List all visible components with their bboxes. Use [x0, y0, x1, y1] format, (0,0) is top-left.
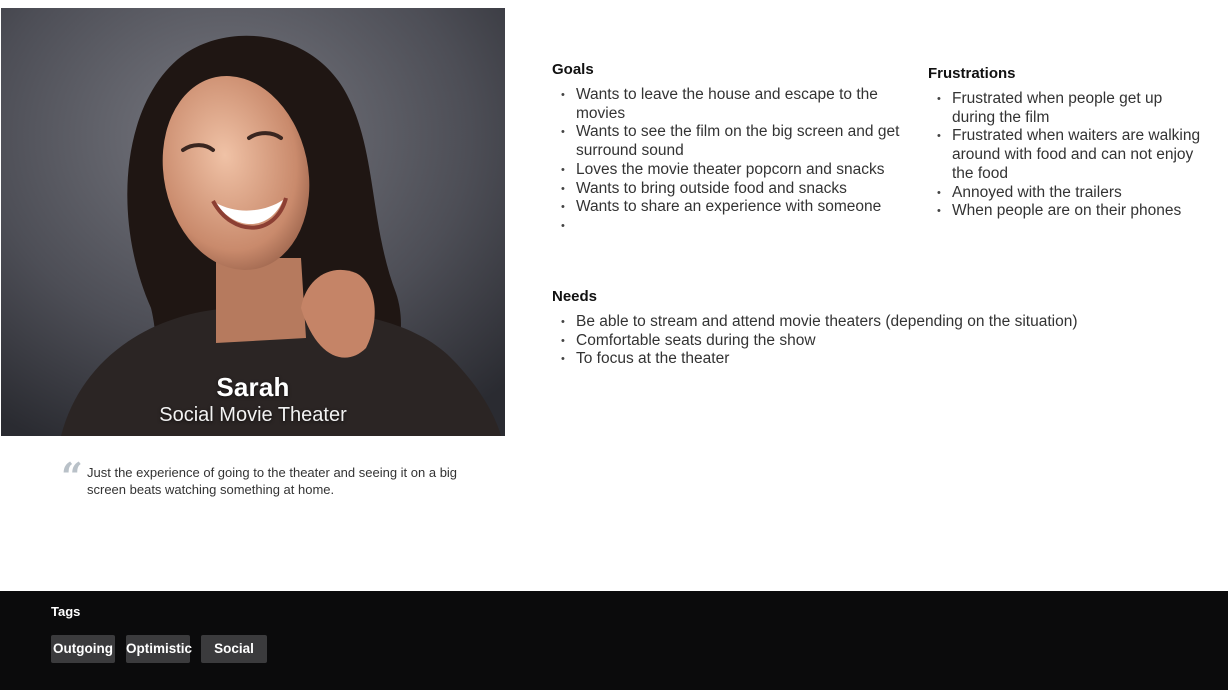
- needs-list: [552, 313, 1152, 369]
- frustration-item: • Frustrated when waiters are walking around with food and can not enjoy the food: [928, 127, 1208, 183]
- frustrations-list: [928, 90, 1208, 221]
- frustration-item: • Frustrated when people get up during the film: [928, 90, 1208, 127]
- need-item: • Comfortable seats during the show: [552, 332, 1152, 351]
- goal-item: [552, 217, 907, 236]
- needs-title: Needs: [552, 288, 598, 305]
- quote-icon: “: [61, 454, 83, 499]
- frustration-item: • When people are on their phones: [928, 202, 1208, 221]
- goal-item: • Loves the movie theater popcorn and snacks: [552, 161, 907, 180]
- goal-item: • Wants to share an experience with someone: [552, 198, 907, 217]
- tag-optimistic[interactable]: Optimistic: [126, 635, 190, 663]
- tags-title: Tags: [51, 604, 81, 619]
- tags-bar: [0, 591, 1228, 690]
- goal-item: • Wants to bring outside food and snacks: [552, 180, 907, 199]
- frustrations-title: Frustrations: [928, 65, 1016, 82]
- goals-list: [552, 86, 907, 236]
- goal-item: • Wants to see the film on the big screen and get surround sound: [552, 123, 907, 160]
- frustration-item: • Annoyed with the trailers: [928, 184, 1208, 203]
- tag-list: [51, 635, 267, 663]
- persona-photo: [1, 8, 505, 436]
- persona-quote: Just the experience of going to the theater and seeing it on a big screen beats watching something at home.: [87, 465, 458, 497]
- need-item: • To focus at the theater: [552, 350, 1152, 369]
- need-item: • Be able to stream and attend movie theaters (depending on the situation): [552, 313, 1152, 332]
- persona-role: Social Movie Theater: [159, 404, 347, 426]
- tag-outgoing[interactable]: Outgoing: [51, 635, 115, 663]
- persona-name: Sarah: [216, 372, 290, 402]
- goals-title: Goals: [552, 61, 594, 78]
- tag-social[interactable]: Social: [201, 635, 267, 663]
- goal-item: • Wants to leave the house and escape to the movies: [552, 86, 907, 123]
